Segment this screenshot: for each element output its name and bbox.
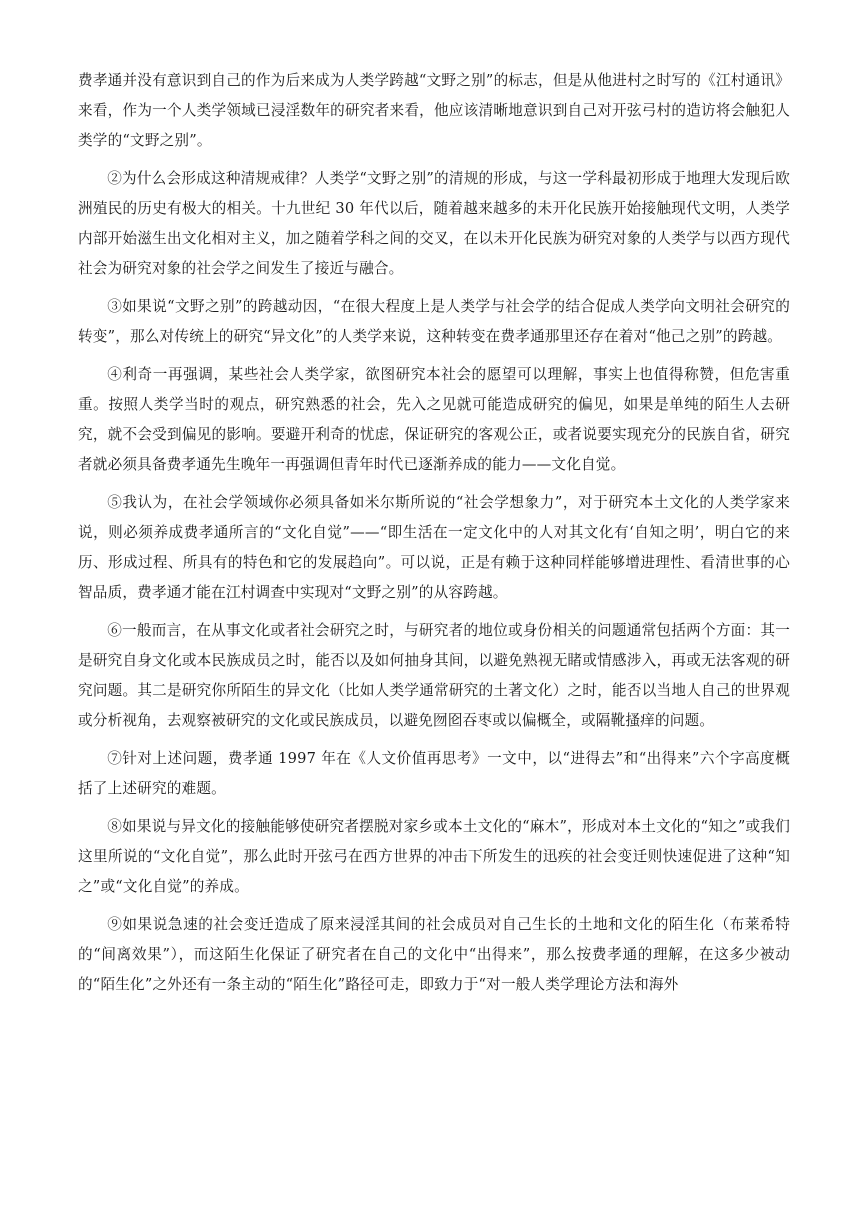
paragraph-2: ②为什么会形成这种清规戒律？人类学“文野之别”的清规的形成，与这一学科最初形成于地理大发现后欧洲殖民的历史有极大的相关。十九世纪 30 年代以后，随着越来越多的未开化民族开始接触现代文明，人类学内部开始滋生出文化相对主义，加之随着学科之间的交叉，在以未开化民族为研究对象的人类学与以西方现代社会为研究对象的社会学之间发生了接近与融合。 <box>78 170 790 277</box>
paragraph-4: ④利奇一再强调，某些社会人类学家，欲图研究本社会的愿望可以理解，事实上也值得称赞，但危害重重。按照人类学当时的观点，研究熟悉的社会，先入之见就可能造成研究的偏见，如果是单纯的陌生人去研究，就不会受到偏见的影响。要避开利奇的忧虑，保证研究的客观公正，或者说要实现充分的民族自省，研究者就必须具备费孝通先生晚年一再强调但青年时代已逐渐养成的能力——文化自觉。 <box>78 366 790 473</box>
paragraph-intro-continuation: 费孝通并没有意识到自己的作为后来成为人类学跨越“文野之别”的标志，但是从他进村之时写的《江村通讯》来看，作为一个人类学领域已浸淫数年的研究者来看，他应该清晰地意识到自己对开弦弓村的造访将会触犯人类学的“文野之别”。 <box>78 72 790 149</box>
paragraph-9: ⑨如果说急速的社会变迁造成了原来浸淫其间的社会成员对自己生长的土地和文化的陌生化（布莱希特的“间离效果”），而这陌生化保证了研究者在自己的文化中“出得来”，那么按费孝通的理解，在这多少被动的“陌生化”之外还有一条主动的“陌生化”路径可走，即致力于“对一般人类学理论方法和海外 <box>78 916 790 993</box>
paragraph-5: ⑤我认为，在社会学领域你必须具备如米尔斯所说的“社会学想象力”，对于研究本土文化的人类学家来说，则必须养成费孝通所言的“文化自觉”——“即生活在一定文化中的人对其文化有‘自知之明’，明白它的来历、形成过程、所具有的特色和它的发展趋向”。可以说，正是有赖于这种同样能够增进理性、看清世事的心智品质，费孝通才能在江村调查中实现对“文野之别”的从容跨越。 <box>78 494 790 601</box>
paragraph-7: ⑦针对上述问题，费孝通 1997 年在《人文价值再思考》一文中，以“进得去”和“出得来”六个字高度概括了上述研究的难题。 <box>78 750 790 797</box>
paragraph-3: ③如果说“文野之别”的跨越动因，“在很大程度上是人类学与社会学的结合促成人类学向文明社会研究的转变”，那么对传统上的研究“异文化”的人类学来说，这种转变在费孝通那里还存在着对“他己之别”的跨越。 <box>78 298 790 345</box>
paragraph-8: ⑧如果说与异文化的接触能够使研究者摆脱对家乡或本土文化的“麻木”，形成对本土文化的“知之”或我们这里所说的“文化自觉”，那么此时开弦弓在西方世界的冲击下所发生的迅疾的社会变迁则快速促进了这种“知之”或“文化自觉”的养成。 <box>78 818 790 895</box>
document-body <box>78 66 790 1008</box>
paragraph-6: ⑥一般而言，在从事文化或者社会研究之时，与研究者的地位或身份相关的问题通常包括两个方面：其一是研究自身文化或本民族成员之时，能否以及如何抽身其间，以避免熟视无睹或情感涉入，再或无法客观的研究问题。其二是研究你所陌生的异文化（比如人类学通常研究的土著文化）之时，能否以当地人自己的世界观或分析视角，去观察被研究的文化或民族成员，以避免囫囵吞枣或以偏概全，或隔靴搔痒的问题。 <box>78 622 790 729</box>
